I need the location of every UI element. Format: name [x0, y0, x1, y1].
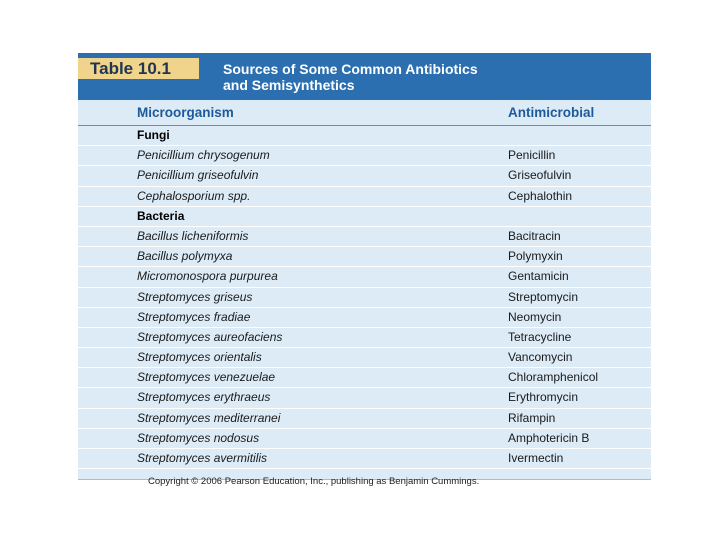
- microorganism-cell: Streptomyces aureofaciens: [137, 329, 283, 344]
- antimicrobial-cell: Streptomycin: [508, 289, 579, 304]
- antimicrobial-cell: Cephalothin: [508, 188, 573, 203]
- microorganism-cell: Bacillus polymyxa: [137, 249, 233, 264]
- microorganism-cell: Streptomyces fradiae: [137, 309, 251, 324]
- table-row: [78, 267, 651, 287]
- microorganism-cell: Streptomyces avermitilis: [137, 451, 268, 465]
- table-title: [223, 61, 478, 93]
- microorganism-cell: Bacillus licheniformis: [137, 228, 249, 243]
- microorganism-cell: Streptomyces mediterranei: [137, 410, 281, 425]
- table-row: [78, 187, 651, 207]
- table-title-line2: and Semisynthetics: [223, 77, 355, 93]
- table-row: [78, 409, 651, 429]
- microorganism-cell: Penicillium chrysogenum: [137, 148, 270, 163]
- antimicrobial-cell: Gentamicin: [508, 269, 569, 284]
- antibiotics-table: [78, 53, 651, 480]
- copyright-notice: Copyright © 2006 Pearson Education, Inc., publishing as Benjamin Cummings.: [148, 476, 480, 487]
- table-row: [78, 247, 651, 267]
- antimicrobial-cell: Neomycin: [508, 309, 562, 324]
- column-header-microorganism: Microorganism: [137, 105, 234, 120]
- microorganism-cell: Penicillium griseofulvin: [137, 168, 259, 183]
- antimicrobial-cell: Ivermectin: [508, 451, 564, 465]
- microorganism-cell: Streptomyces orientalis: [137, 350, 262, 365]
- microorganism-cell: Micromonospora purpurea: [137, 269, 278, 284]
- microorganism-cell: Streptomyces erythraeus: [137, 390, 271, 405]
- microorganism-cell: Cephalosporium spp.: [137, 188, 251, 203]
- table-row: [78, 166, 651, 186]
- group-label: Bacteria: [137, 208, 185, 223]
- table-number-label: Table 10.1: [78, 58, 199, 79]
- antimicrobial-cell: Tetracycline: [508, 329, 572, 344]
- antimicrobial-cell: Bacitracin: [508, 228, 561, 243]
- table-row: [78, 429, 651, 449]
- column-header-antimicrobial: Antimicrobial: [508, 105, 595, 120]
- table-row: [78, 348, 651, 368]
- antimicrobial-cell: Erythromycin: [508, 390, 579, 405]
- group-label: Fungi: [137, 128, 170, 142]
- microorganism-cell: Streptomyces nodosus: [137, 430, 260, 445]
- table-header-bar: [78, 53, 651, 100]
- antimicrobial-cell: Amphotericin B: [508, 430, 590, 445]
- microorganism-cell: Streptomyces venezuelae: [137, 370, 276, 385]
- table-title-line1: Sources of Some Common Antibiotics: [223, 61, 478, 77]
- antimicrobial-cell: Vancomycin: [508, 350, 573, 365]
- table-group-row: [78, 207, 651, 227]
- table-row: [78, 368, 651, 388]
- table-row: [78, 227, 651, 247]
- antimicrobial-cell: Griseofulvin: [508, 168, 572, 183]
- column-header-row: [78, 100, 651, 126]
- table-row: [78, 449, 651, 469]
- antimicrobial-cell: Polymyxin: [508, 249, 563, 264]
- antimicrobial-cell: Penicillin: [508, 148, 556, 163]
- table-row: [78, 146, 651, 166]
- table-row: [78, 288, 651, 308]
- table-body: [78, 126, 651, 469]
- table-row: [78, 328, 651, 348]
- antimicrobial-cell: Chloramphenicol: [508, 370, 599, 385]
- microorganism-cell: Streptomyces griseus: [137, 289, 253, 304]
- table-group-row: [78, 126, 651, 146]
- antimicrobial-cell: Rifampin: [508, 410, 556, 425]
- table-row: [78, 388, 651, 408]
- table-row: [78, 308, 651, 328]
